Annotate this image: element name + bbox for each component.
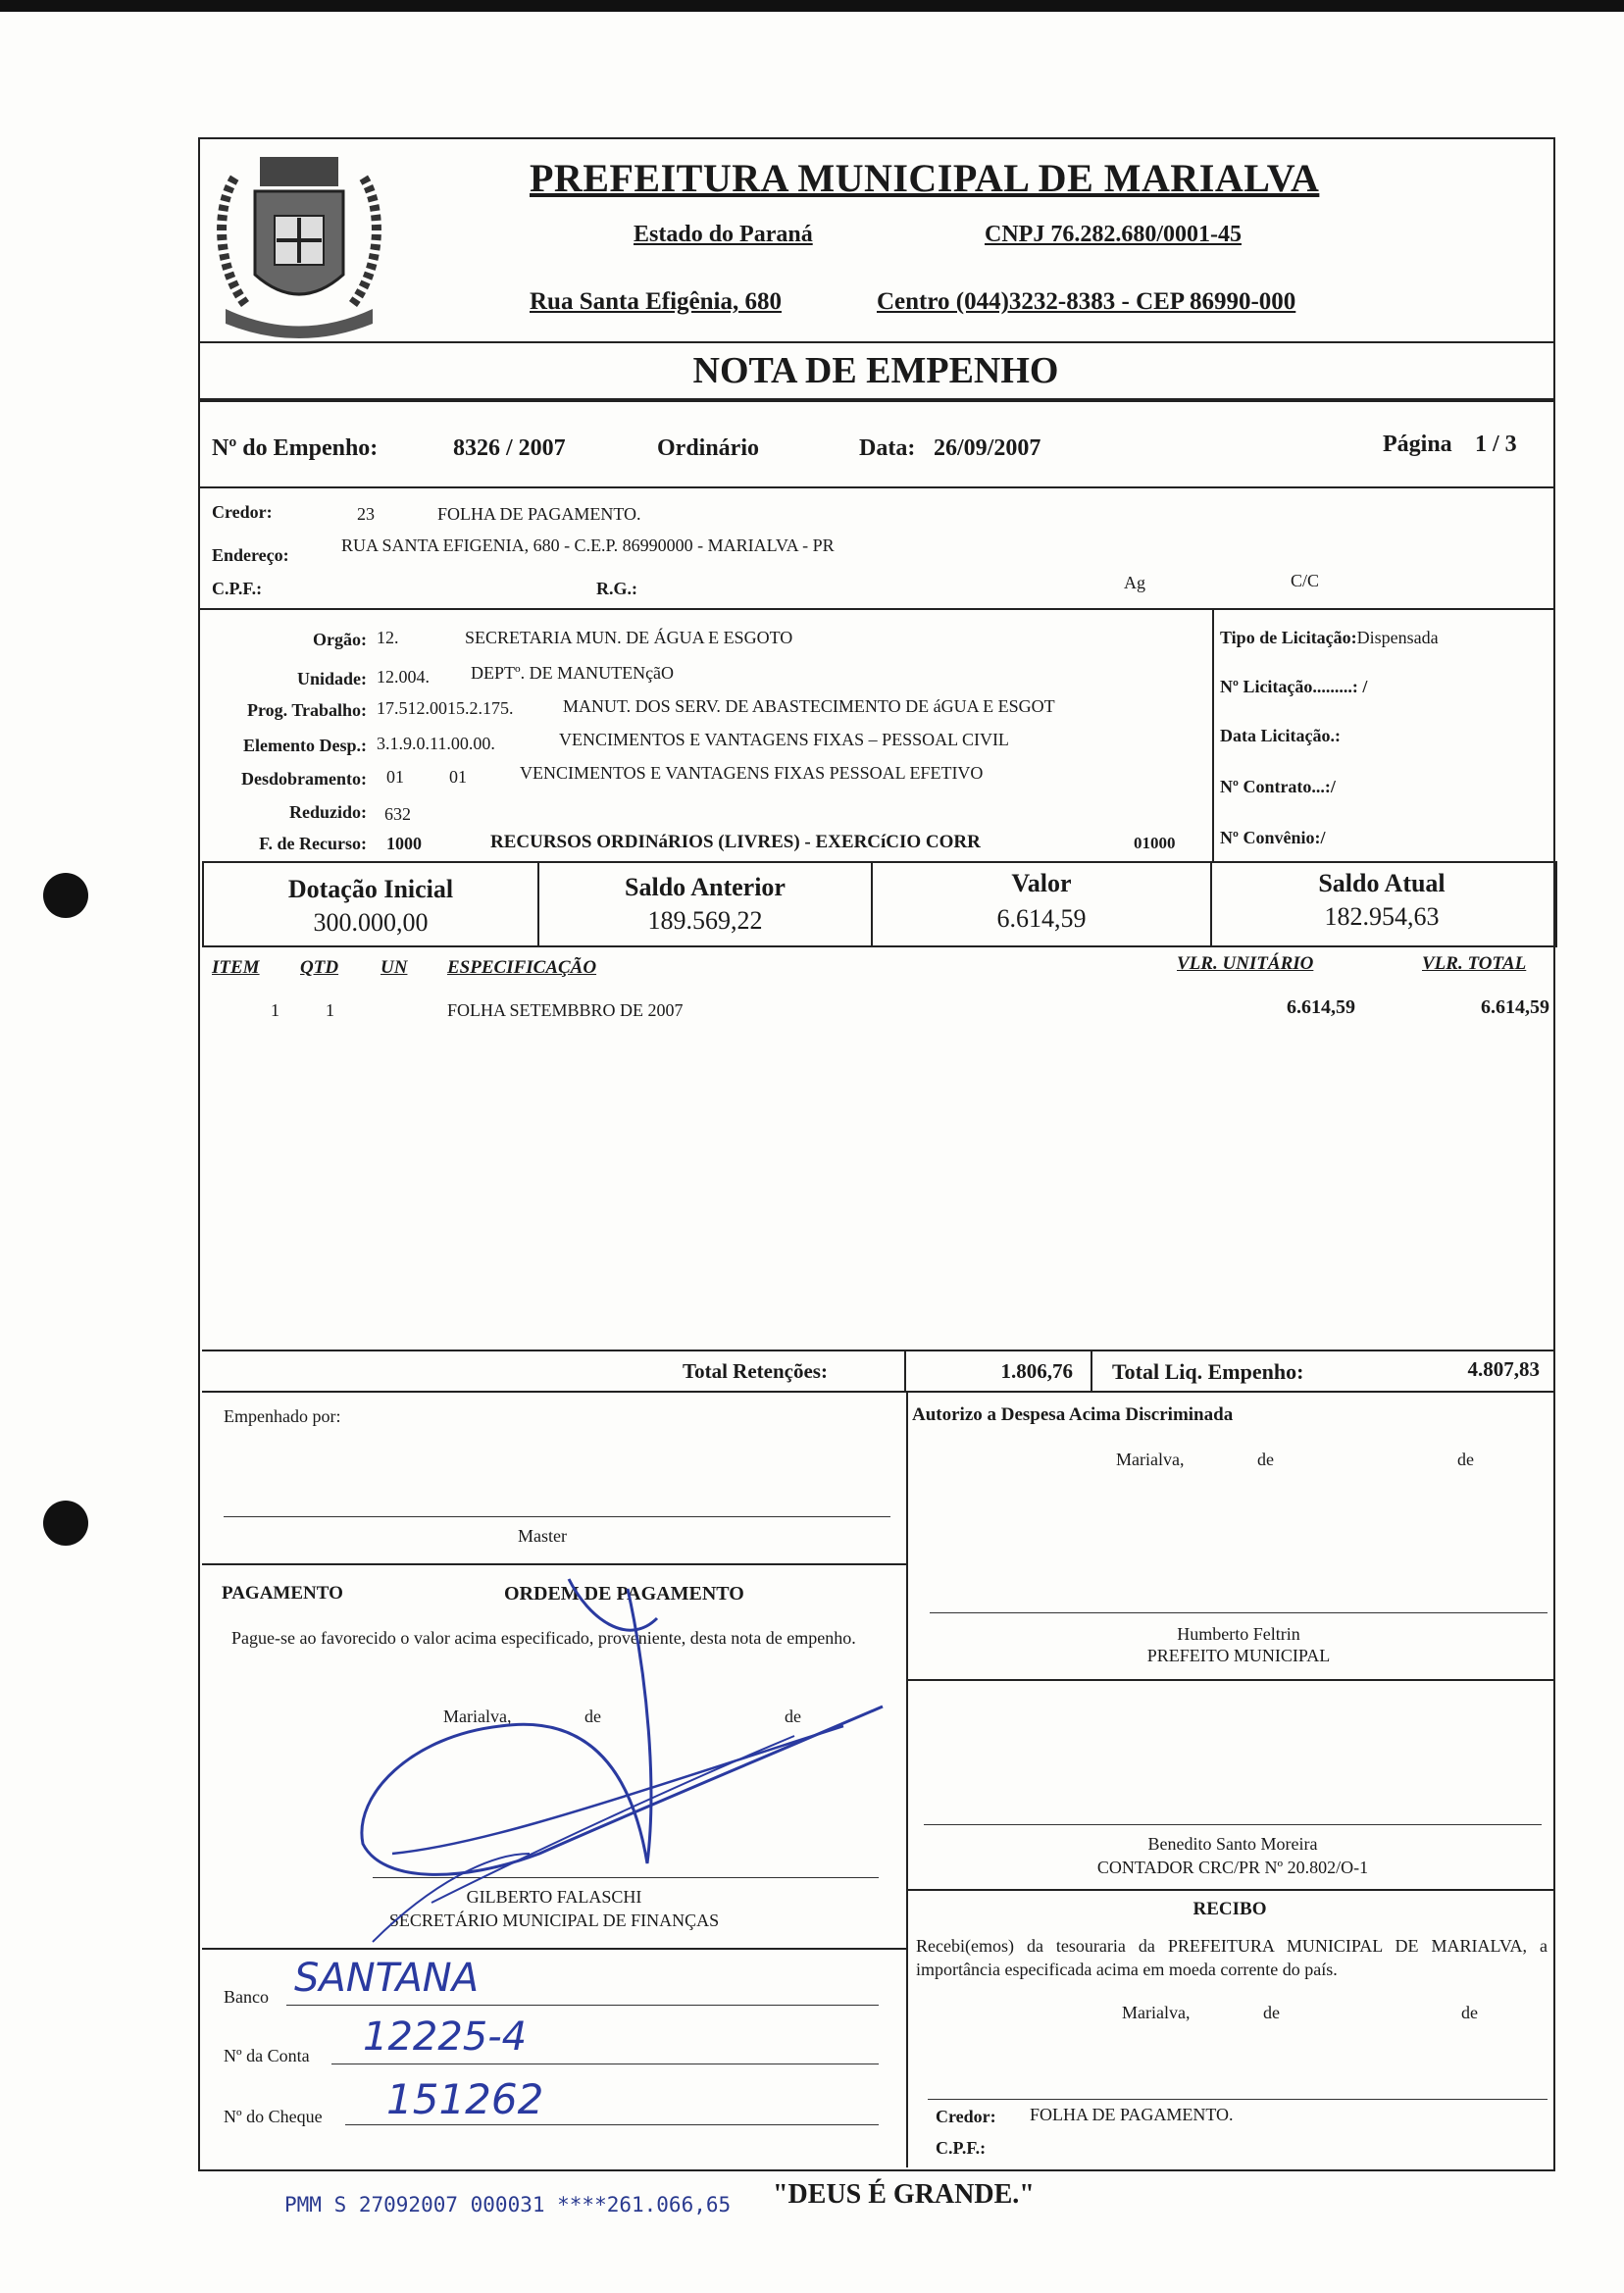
recibo-de1: de (1263, 2003, 1280, 2022)
prog-trabalho-label: Prog. Trabalho: (246, 700, 367, 720)
signature-line (930, 1612, 1548, 1613)
tipo-licitacao (1220, 628, 1439, 648)
saldo-atual-label: Saldo Atual (1318, 869, 1446, 897)
pagamento-text: Pague-se ao favorecido o valor acima especificado, proveniente, desta nota de empenho. (231, 1628, 856, 1648)
col-qtd: QTD (300, 957, 339, 978)
valor-value: 6.614,59 (996, 904, 1087, 933)
signature-line (928, 2099, 1548, 2100)
contact-info: Centro (044)3232-8383 - CEP 86990-000 (877, 288, 1296, 315)
total-liq-empenho-label: Total Liq. Empenho: (1112, 1359, 1304, 1384)
row-especificacao: FOLHA SETEMBBRO DE 2007 (447, 1000, 684, 1020)
numero-convenio: Nº Convênio:/ (1220, 828, 1326, 847)
document-title: NOTA DE EMPENHO (692, 350, 1059, 391)
divider (202, 1948, 908, 1950)
divider (198, 341, 1553, 343)
credor-label: Credor: (212, 502, 273, 522)
page-number: 1 / 3 (1475, 432, 1517, 457)
endereco-label: Endereço: (212, 545, 289, 565)
empenho-number-label: Nº do Empenho: (212, 435, 379, 461)
punch-hole-top (43, 873, 88, 918)
prefeito-name: Humberto Feltrin (1177, 1624, 1300, 1644)
cpf-label: C.P.F.: (212, 579, 263, 598)
autorizo-label: Autorizo a Despesa Acima Discriminada (912, 1404, 1234, 1425)
empenhado-por-label: Empenhado por: (224, 1406, 341, 1426)
conta-value: 12225-4 (363, 2014, 528, 2060)
unidade-label: Unidade: (296, 669, 367, 688)
secretario-name: GILBERTO FALASCHI (466, 1887, 642, 1907)
signature-line (924, 1824, 1542, 1825)
dotacao-inicial-label: Dotação Inicial (287, 875, 454, 903)
prefeitura-title: PREFEITURA MUNICIPAL DE MARIALVA (530, 156, 1320, 200)
col-vlr-total: VLR. TOTAL (1422, 953, 1527, 974)
pagamento-de1: de (584, 1707, 601, 1726)
credor-name: FOLHA DE PAGAMENTO. (437, 504, 641, 524)
secretario-role: SECRETÁRIO MUNICIPAL DE FINANÇAS (388, 1911, 720, 1930)
saldo-anterior-value: 189.569,22 (647, 906, 763, 935)
col-especificacao: ESPECIFICAÇÃO (447, 957, 597, 978)
orgao-code: 12. (377, 628, 399, 647)
desdobramento-label: Desdobramento: (241, 769, 367, 789)
recurso-code: 1000 (386, 834, 422, 853)
row-vlr-total: 6.614,59 (1481, 996, 1549, 1018)
date-label: Data: (859, 435, 916, 461)
autorizo-de1: de (1257, 1450, 1274, 1469)
desdobramento-code1: 01 (386, 767, 404, 787)
recibo-text: Recebi(emos) da tesouraria da PREFEITURA MUNICIPAL DE MARIALVA, a importância especificada acima em moeda corrente do país. (916, 1936, 1548, 1979)
divider (202, 1350, 1553, 1351)
state-name: Estado do Paraná (634, 222, 813, 247)
signature-line (224, 1516, 890, 1517)
scan-top-edge (0, 0, 1624, 12)
recurso-label: F. de Recurso: (259, 834, 367, 853)
autorizo-city: Marialva, (1116, 1450, 1185, 1469)
orgao-label: Orgão: (313, 630, 367, 649)
signature-line (345, 2124, 879, 2125)
punch-hole-bottom (43, 1501, 88, 1546)
table-row (202, 996, 1551, 1026)
divider (1091, 1350, 1092, 1393)
prog-trabalho-code: 17.512.0015.2.175. (377, 698, 514, 718)
row-vlr-unitario: 6.614,59 (1287, 996, 1355, 1018)
recibo-credor-label: Credor: (936, 2107, 996, 2126)
recurso-name: RECURSOS ORDINáRIOS (LIVRES) - EXERCíCIO CORR (490, 832, 981, 852)
desdobramento-name: VENCIMENTOS E VANTAGENS FIXAS PESSOAL EFETIVO (520, 763, 984, 783)
orgao-name: SECRETARIA MUN. DE ÁGUA E ESGOTO (465, 628, 793, 647)
recibo-cpf-label: C.P.F.: (936, 2138, 987, 2158)
valor-label: Valor (1011, 869, 1072, 897)
credor-code: 23 (357, 504, 375, 524)
col-un: UN (381, 957, 408, 978)
conta-label: Nº da Conta (224, 2046, 310, 2065)
total-retencoes-value: 1.806,76 (1000, 1359, 1073, 1383)
reduzido-code: 632 (384, 804, 411, 824)
divider (202, 1391, 1553, 1393)
payment-stamp: PMM S 27092007 000031 ****261.066,65 (284, 2193, 732, 2217)
numero-licitacao: Nº Licitação.........: / (1220, 677, 1368, 696)
empenho-date: 26/09/2007 (934, 435, 1041, 461)
elemento-desp-name: VENCIMENTOS E VANTAGENS FIXAS – PESSOAL CIVIL (559, 730, 1009, 749)
divider (906, 1889, 1553, 1891)
tipo-licitacao-value: Dispensada (1356, 628, 1439, 647)
cnpj: CNPJ 76.282.680/0001-45 (985, 222, 1242, 247)
handwritten-signature (333, 1559, 912, 1971)
contador-name: Benedito Santo Moreira (1147, 1834, 1318, 1854)
ordem-pagamento-label: ORDEM DE PAGAMENTO (504, 1583, 744, 1605)
recibo-de2: de (1461, 2003, 1478, 2022)
desdobramento-code2: 01 (449, 767, 467, 787)
signature-line (286, 2005, 879, 2006)
banco-label: Banco (224, 1987, 269, 2007)
cheque-value: 151262 (386, 2075, 544, 2123)
address: Rua Santa Efigênia, 680 (530, 288, 782, 315)
recibo-credor-value: FOLHA DE PAGAMENTO. (1030, 2105, 1234, 2124)
total-retencoes-label: Total Retenções: (683, 1359, 828, 1383)
recurso-code2: 01000 (1134, 834, 1176, 852)
page-label: Página (1383, 432, 1452, 457)
tipo-licitacao-label: Tipo de Licitação: (1220, 628, 1357, 647)
empenho-number: 8326 / 2007 (453, 435, 566, 461)
saldo-anterior-label: Saldo Anterior (625, 873, 786, 901)
divider (198, 486, 1553, 488)
cheque-label: Nº do Cheque (224, 2107, 323, 2126)
prog-trabalho-name: MANUT. DOS SERV. DE ABASTECIMENTO DE áGUA E ESGOT (563, 696, 1055, 716)
unidade-name: DEPTº. DE MANUTENçãO (471, 663, 675, 683)
reduzido-label: Reduzido: (288, 802, 367, 822)
total-liq-empenho-value: 4.807,83 (1467, 1357, 1540, 1381)
recibo-city: Marialva, (1122, 2003, 1191, 2022)
banco-value: SANTANA (294, 1956, 480, 2001)
coat-of-arms-logo (206, 147, 392, 343)
numero-contrato: Nº Contrato...:/ (1220, 777, 1336, 796)
autorizo-de2: de (1457, 1450, 1474, 1469)
agencia-label: Ag (1124, 573, 1145, 592)
prefeito-role: PREFEITO MUNICIPAL (1146, 1646, 1331, 1665)
saldo-atual-value: 182.954,63 (1324, 902, 1440, 931)
elemento-desp-code: 3.1.9.0.11.00.00. (377, 734, 495, 753)
unidade-code: 12.004. (377, 667, 430, 687)
empenhado-por-name: Master (518, 1526, 567, 1546)
contador-role: CONTADOR CRC/PR Nº 20.802/O-1 (1096, 1858, 1369, 1877)
divider (198, 398, 1553, 402)
endereco-value: RUA SANTA EFIGENIA, 680 - C.E.P. 86990000 - MARIALVA - PR (341, 535, 835, 555)
col-item: ITEM (212, 957, 260, 978)
elemento-desp-label: Elemento Desp.: (243, 736, 367, 755)
recibo-title: RECIBO (1193, 1899, 1267, 1919)
row-qtd: 1 (326, 1000, 334, 1020)
divider (1212, 608, 1214, 861)
dotacao-inicial-value: 300.000,00 (313, 908, 429, 937)
rg-label: R.G.: (596, 579, 637, 598)
divider (198, 608, 1553, 610)
pagamento-de2: de (785, 1707, 801, 1726)
pagamento-label: PAGAMENTO (222, 1583, 343, 1604)
row-item: 1 (271, 1000, 279, 1020)
empenho-type: Ordinário (657, 435, 760, 461)
divider (906, 1679, 1553, 1681)
data-licitacao: Data Licitação.: (1220, 726, 1341, 745)
footer-motto: "DEUS É GRANDE." (773, 2179, 1035, 2210)
conta-corrente-label: C/C (1291, 571, 1320, 590)
pagamento-city: Marialva, (443, 1707, 512, 1726)
col-vlr-unitario: VLR. UNITÁRIO (1177, 953, 1314, 974)
